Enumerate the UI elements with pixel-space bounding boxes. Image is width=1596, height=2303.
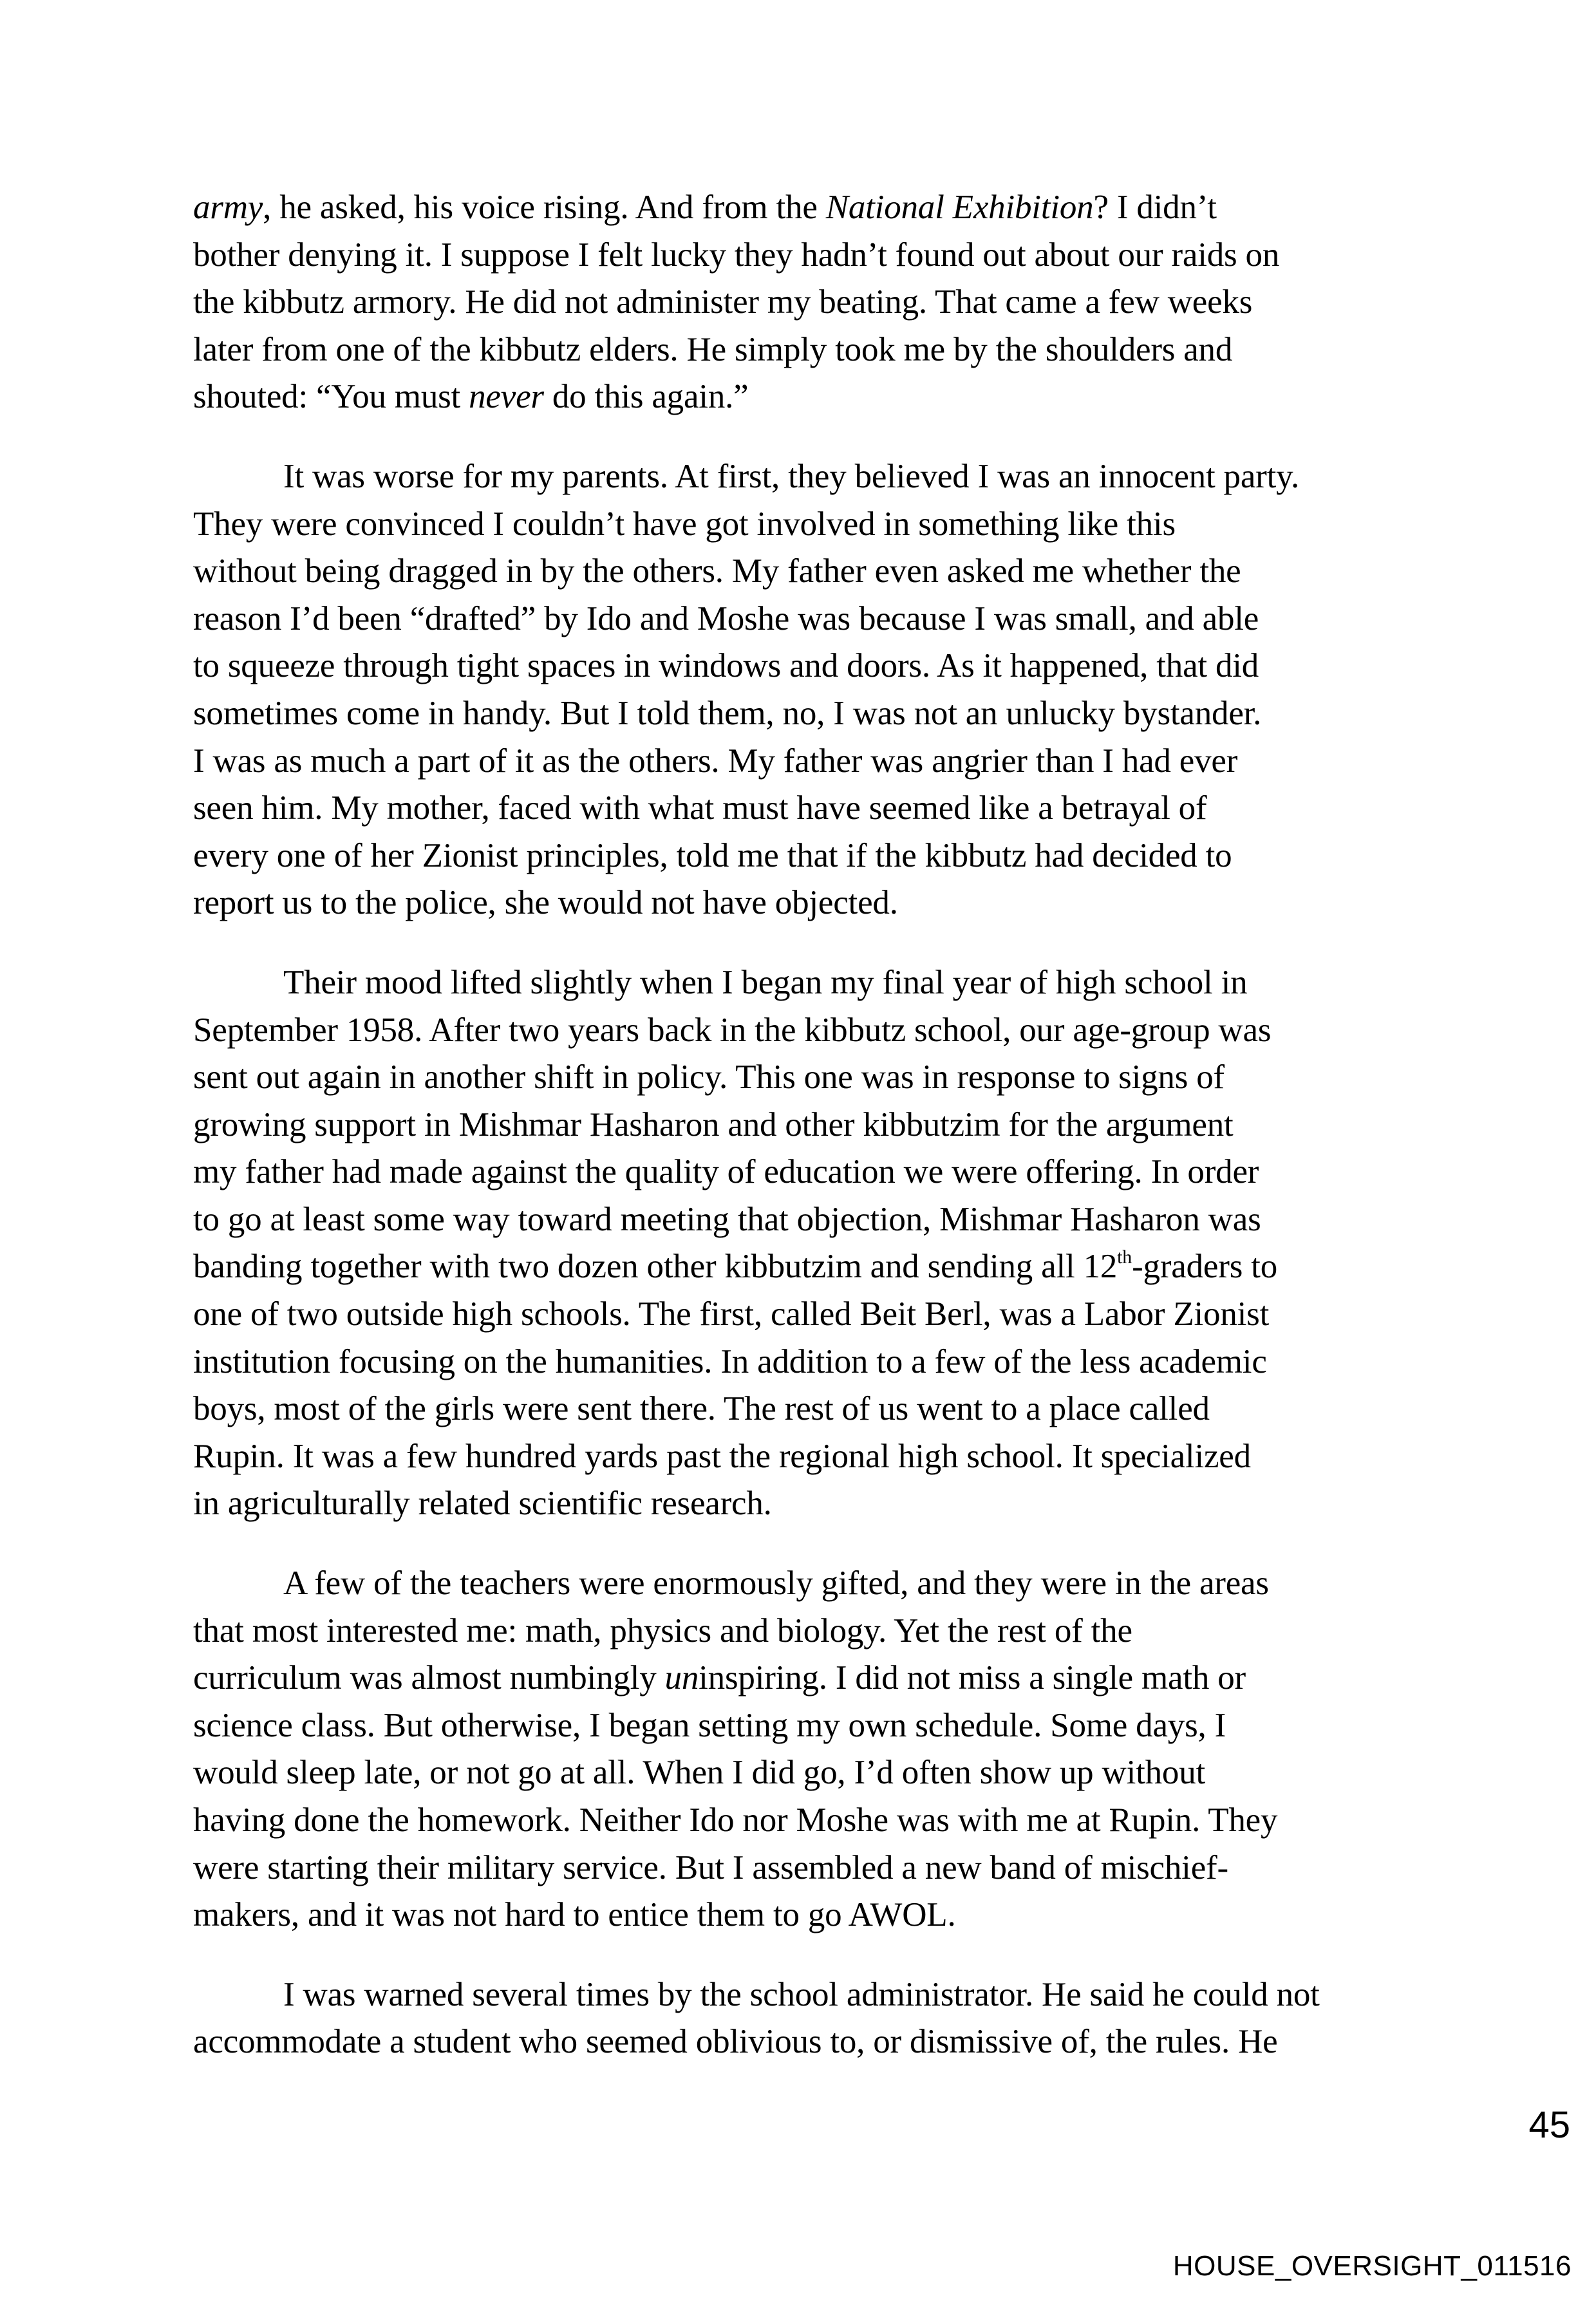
text-line	[193, 548, 1410, 596]
text-line	[193, 690, 1410, 738]
text-run: , he asked, his voice rising. And from the	[263, 189, 826, 226]
text-line	[193, 373, 1410, 421]
text-run: Their mood lifted slightly when I began my final year of high school in	[283, 963, 1248, 1001]
text-line	[193, 1702, 1410, 1750]
text-line	[193, 232, 1410, 279]
text-line	[193, 596, 1410, 643]
text-run: were starting their military service. But I assembled a new band of mischief-	[193, 1848, 1228, 1886]
text-line	[193, 501, 1410, 549]
paragraph	[193, 453, 1410, 927]
italic-run: never	[469, 378, 544, 416]
text-run: reason I’d been “drafted” by Ido and Moshe was because I was small, and able	[193, 599, 1259, 637]
text-run: having done the homework. Neither Ido nor Moshe was with me at Rupin. They	[193, 1801, 1278, 1839]
text-line	[193, 453, 1410, 501]
text-run: They were convinced I couldn’t have got involved in something like this	[193, 505, 1176, 543]
text-run: September 1958. After two years back in the kibbutz school, our age-group was	[193, 1011, 1272, 1049]
text-run: one of two outside high schools. The first, called Beit Berl, was a Labor Zionist	[193, 1295, 1270, 1333]
text-line	[193, 785, 1410, 832]
italic-run: army	[193, 189, 263, 226]
text-run: every one of her Zionist principles, told me that if the kibbutz had decided to	[193, 836, 1232, 874]
text-run: my father had made against the quality of education we were offering. In order	[193, 1153, 1259, 1191]
text-run: boys, most of the girls were sent there. The rest of us went to a place called	[193, 1390, 1210, 1428]
paragraph	[193, 184, 1410, 421]
text-run: I was warned several times by the school administrator. He said he could not	[283, 1975, 1320, 2013]
text-line	[193, 959, 1410, 1007]
text-line	[193, 1291, 1410, 1339]
text-run: without being dragged in by the others. My father even asked me whether the	[193, 552, 1241, 590]
text-run: to squeeze through tight spaces in windows and doors. As it happened, that did	[193, 647, 1259, 685]
text-line	[193, 1433, 1410, 1481]
text-run: would sleep late, or not go at all. When I did go, I’d often show up without	[193, 1754, 1206, 1792]
text-line	[193, 326, 1410, 374]
text-line	[193, 1386, 1410, 1433]
paragraph	[193, 1560, 1410, 1939]
text-line	[193, 738, 1410, 785]
italic-run: un	[664, 1659, 699, 1697]
text-line	[193, 1243, 1410, 1291]
paragraph	[193, 959, 1410, 1528]
text-run: seen him. My mother, faced with what must have seemed like a betrayal of	[193, 789, 1207, 827]
text-run: ? I didn’t	[1093, 189, 1217, 226]
text-line	[193, 1102, 1410, 1149]
text-run: curriculum was almost numbingly	[193, 1659, 665, 1697]
superscript-run: th	[1117, 1246, 1132, 1268]
text-run: shouted: “You must	[193, 378, 469, 416]
text-line	[193, 1749, 1410, 1797]
text-run: A few of the teachers were enormously gifted, and they were in the areas	[283, 1565, 1269, 1603]
text-run: to go at least some way toward meeting that objection, Mishmar Hasharon was	[193, 1200, 1261, 1238]
text-run: in agriculturally related scientific research.	[193, 1485, 772, 1523]
text-run: bother denying it. I suppose I felt lucky they hadn’t found out about our raids on	[193, 236, 1280, 274]
italic-run: National Exhibition	[825, 189, 1094, 226]
text-run: makers, and it was not hard to entice them to go AWOL.	[193, 1896, 956, 1934]
text-run: -graders to	[1132, 1248, 1278, 1286]
text-run: institution focusing on the humanities. In addition to a few of the less academic	[193, 1342, 1267, 1380]
text-run: later from one of the kibbutz elders. He simply took me by the shoulders and	[193, 330, 1233, 368]
text-line	[193, 1560, 1410, 1608]
text-run: report us to the police, she would not have objected.	[193, 884, 898, 922]
bates-stamp: HOUSE_OVERSIGHT_011516	[1172, 2250, 1572, 2282]
text-line	[193, 1845, 1410, 1892]
text-run: Rupin. It was a few hundred yards past the regional high school. It specialized	[193, 1437, 1251, 1475]
text-run: the kibbutz armory. He did not administer my beating. That came a few weeks	[193, 283, 1253, 321]
page-body	[193, 184, 1410, 2098]
text-line	[193, 1655, 1410, 1702]
text-run: I was as much a part of it as the others. My father was angrier than I had ever	[193, 742, 1238, 780]
text-run: do this again.”	[543, 378, 749, 416]
text-run: that most interested me: math, physics and biology. Yet the rest of the	[193, 1612, 1132, 1650]
text-line	[193, 643, 1410, 690]
text-line	[193, 1339, 1410, 1386]
text-run: It was worse for my parents. At first, they believed I was an innocent party.	[283, 457, 1300, 495]
text-run: sent out again in another shift in policy. This one was in response to signs of	[193, 1058, 1225, 1096]
text-line	[193, 1797, 1410, 1845]
text-run: banding together with two dozen other kibbutzim and sending all 12	[193, 1248, 1118, 1286]
text-line	[193, 279, 1410, 326]
text-run: science class. But otherwise, I began setting my own schedule. Some days, I	[193, 1706, 1226, 1744]
text-line	[193, 1480, 1410, 1528]
text-line	[193, 879, 1410, 927]
text-line	[193, 832, 1410, 880]
paragraph	[193, 1971, 1410, 2066]
text-line	[193, 184, 1410, 232]
text-line	[193, 1196, 1410, 1244]
text-run: sometimes come in handy. But I told them, no, I was not an unlucky bystander.	[193, 694, 1262, 732]
text-line	[193, 1007, 1410, 1055]
text-line	[193, 1054, 1410, 1102]
text-run: growing support in Mishmar Hasharon and other kibbutzim for the argument	[193, 1105, 1234, 1143]
text-run: accommodate a student who seemed oblivious to, or dismissive of, the rules. He	[193, 2023, 1278, 2061]
text-line	[193, 2018, 1410, 2066]
page-number: 45	[1528, 2104, 1570, 2146]
text-run: inspiring. I did not miss a single math or	[699, 1659, 1246, 1697]
text-line	[193, 1608, 1410, 1655]
text-line	[193, 1892, 1410, 1939]
text-line	[193, 1971, 1410, 2019]
text-line	[193, 1149, 1410, 1196]
